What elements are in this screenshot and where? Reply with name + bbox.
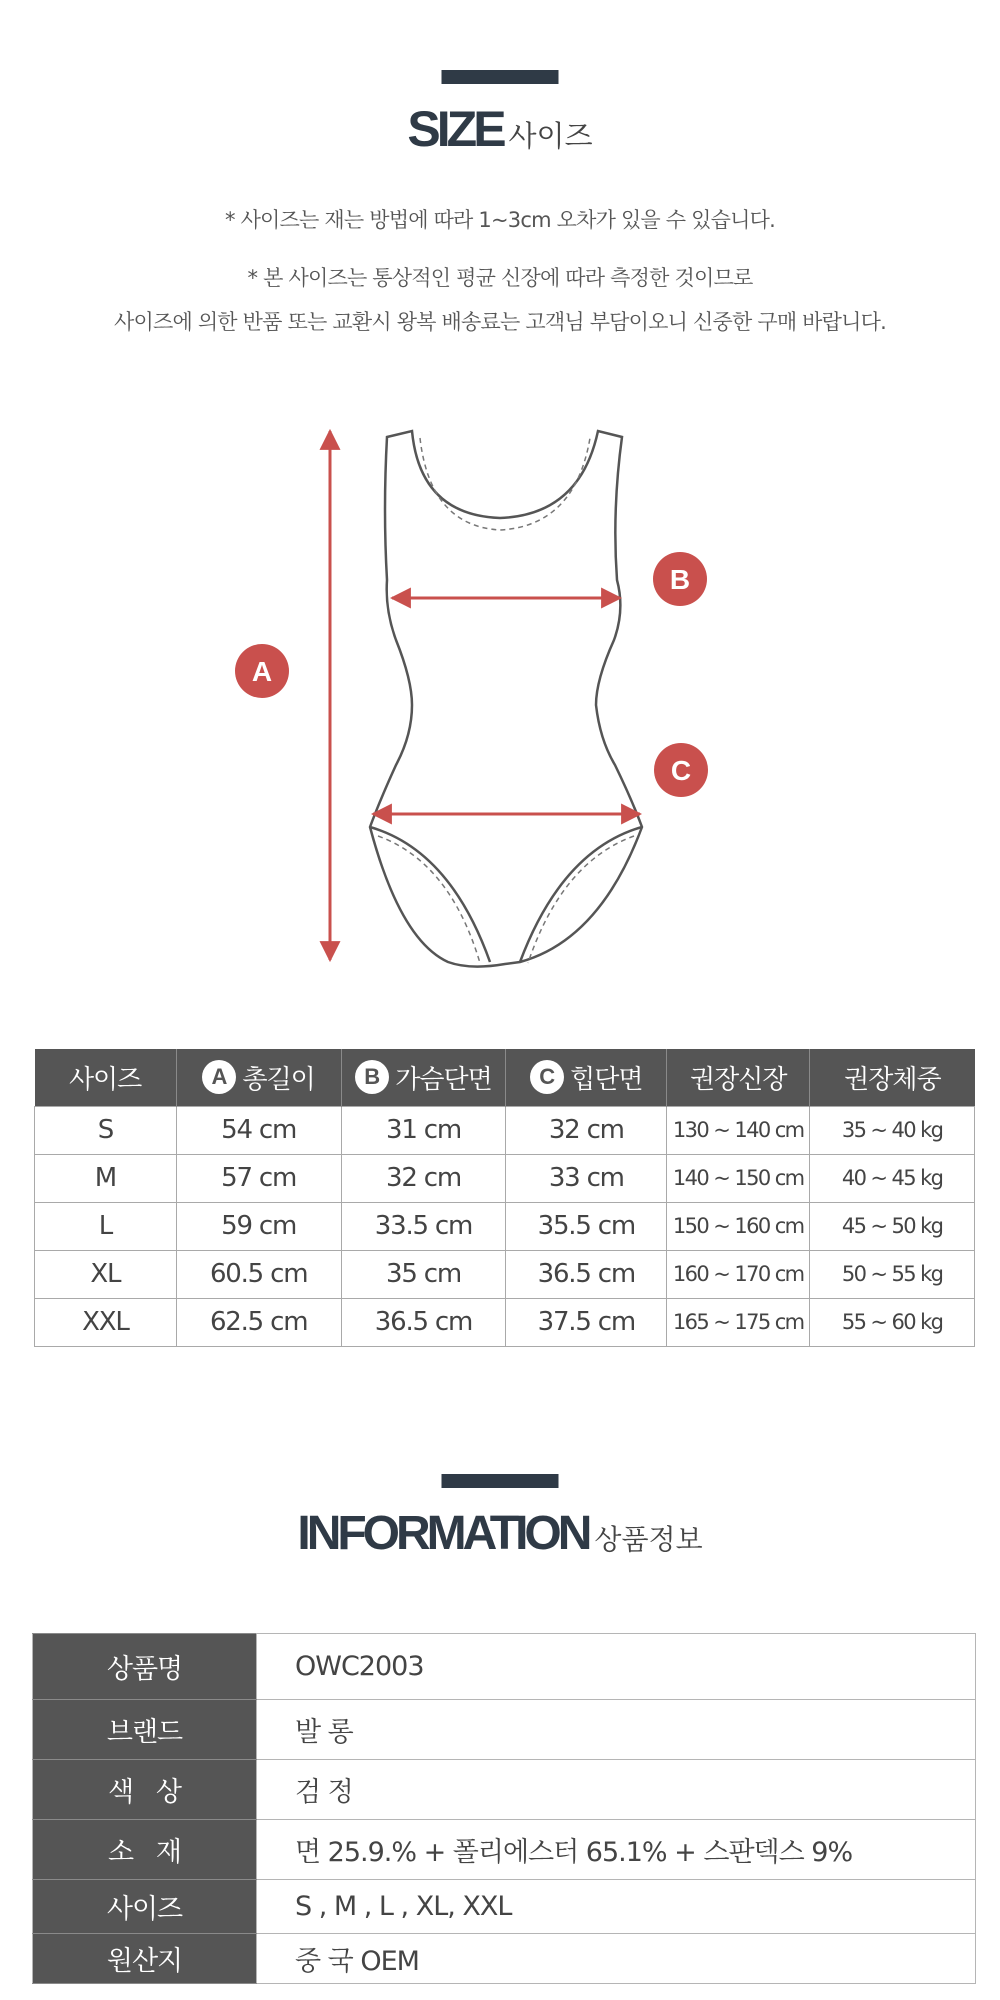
cell-hip: 37.5 cm: [506, 1298, 667, 1346]
header-size: 사이즈: [35, 1049, 177, 1106]
table-row: [35, 1202, 975, 1250]
cell-weight: 55 ~ 60 kg: [810, 1298, 975, 1346]
cell-length: 57 cm: [176, 1154, 341, 1202]
header-chest: [341, 1049, 506, 1106]
cell-hip: 36.5 cm: [506, 1250, 667, 1298]
info-label: 소 재: [33, 1820, 257, 1880]
cell-chest: 36.5 cm: [341, 1298, 506, 1346]
info-label: 브랜드: [33, 1700, 257, 1760]
cell-size: M: [35, 1154, 177, 1202]
cell-height: 160 ~ 170 cm: [667, 1250, 810, 1298]
cell-weight: 40 ~ 45 kg: [810, 1154, 975, 1202]
badge-b: B: [355, 1060, 389, 1094]
table-row: [35, 1154, 975, 1202]
label-c-text: C: [670, 755, 692, 786]
info-value: 발 롱: [257, 1700, 976, 1760]
info-section-title: [0, 1506, 1000, 1561]
size-note-error-range: * 사이즈는 재는 방법에 따라 1~3cm 오차가 있을 수 있습니다.: [225, 208, 775, 232]
info-section-bar: [442, 1474, 559, 1488]
info-value: 면 25.9.% + 폴리에스터 65.1% + 스판덱스 9%: [257, 1820, 976, 1880]
badge-a: A: [202, 1060, 236, 1094]
cell-chest: 35 cm: [341, 1250, 506, 1298]
size-note-average: * 본 사이즈는 통상적인 평균 신장에 따라 측정한 것이므로: [247, 266, 753, 290]
swimsuit-outline: [370, 431, 642, 967]
info-title-ko: 상품정보: [594, 1523, 703, 1556]
cell-height: 140 ~ 150 cm: [667, 1154, 810, 1202]
cell-weight: 35 ~ 40 kg: [810, 1106, 975, 1154]
info-value: 검 정: [257, 1760, 976, 1820]
header-weight: 권장체중: [810, 1049, 975, 1106]
info-label: 원산지: [33, 1934, 257, 1984]
cell-size: XL: [35, 1250, 177, 1298]
cell-length: 62.5 cm: [176, 1298, 341, 1346]
info-label: 상품명: [33, 1634, 257, 1700]
table-row: [35, 1250, 975, 1298]
size-table-header-row: [35, 1049, 975, 1106]
cell-size: XXL: [35, 1298, 177, 1346]
cell-length: 59 cm: [176, 1202, 341, 1250]
header-height: 권장신장: [667, 1049, 810, 1106]
cell-chest: 33.5 cm: [341, 1202, 506, 1250]
size-title-ko: 사이즈: [508, 119, 593, 153]
cell-hip: 32 cm: [506, 1106, 667, 1154]
size-note-return-policy: 사이즈에 의한 반품 또는 교환시 왕복 배송료는 고객님 부담이오니 신중한 구매 바랍니다.: [114, 310, 886, 334]
table-row: [35, 1298, 975, 1346]
label-a-text: A: [251, 656, 273, 687]
cell-size: S: [35, 1106, 177, 1154]
cell-height: 150 ~ 160 cm: [667, 1202, 810, 1250]
cell-chest: 31 cm: [341, 1106, 506, 1154]
info-row-material: [33, 1820, 976, 1880]
header-length: [176, 1049, 341, 1106]
size-title-en: SIZE: [407, 101, 503, 157]
cell-hip: 35.5 cm: [506, 1202, 667, 1250]
header-hip: [506, 1049, 667, 1106]
header-hip-label: 힙단면: [570, 1064, 643, 1095]
info-value: 중 국 OEM: [257, 1934, 976, 1984]
info-row-brand: [33, 1700, 976, 1760]
info-label: 사이즈: [33, 1880, 257, 1934]
badge-c: C: [530, 1060, 564, 1094]
swimsuit-measurement-diagram: [0, 380, 1000, 1000]
label-c-marker: [654, 743, 708, 797]
info-value: S , M , L , XL, XXL: [257, 1880, 976, 1934]
info-row-product-name: [33, 1634, 976, 1700]
cell-height: 165 ~ 175 cm: [667, 1298, 810, 1346]
info-row-size: [33, 1880, 976, 1934]
label-b-text: B: [669, 564, 691, 595]
info-row-color: [33, 1760, 976, 1820]
cell-length: 54 cm: [176, 1106, 341, 1154]
size-section-bar: [442, 70, 559, 84]
cell-length: 60.5 cm: [176, 1250, 341, 1298]
cell-size: L: [35, 1202, 177, 1250]
cell-height: 130 ~ 140 cm: [667, 1106, 810, 1154]
label-a-marker: [235, 644, 289, 698]
cell-weight: 45 ~ 50 kg: [810, 1202, 975, 1250]
info-row-origin: [33, 1934, 976, 1984]
product-info-table: [32, 1633, 976, 1984]
table-row: [35, 1106, 975, 1154]
cell-chest: 32 cm: [341, 1154, 506, 1202]
label-b-marker: [653, 552, 707, 606]
info-value: OWC2003: [257, 1634, 976, 1700]
size-table: [34, 1049, 975, 1347]
header-chest-label: 가슴단면: [395, 1064, 492, 1095]
cell-hip: 33 cm: [506, 1154, 667, 1202]
cell-weight: 50 ~ 55 kg: [810, 1250, 975, 1298]
info-title-en: INFORMATION: [297, 1507, 589, 1560]
header-length-label: 총길이: [242, 1064, 315, 1095]
info-label: 색 상: [33, 1760, 257, 1820]
size-section-title: [0, 100, 1000, 158]
